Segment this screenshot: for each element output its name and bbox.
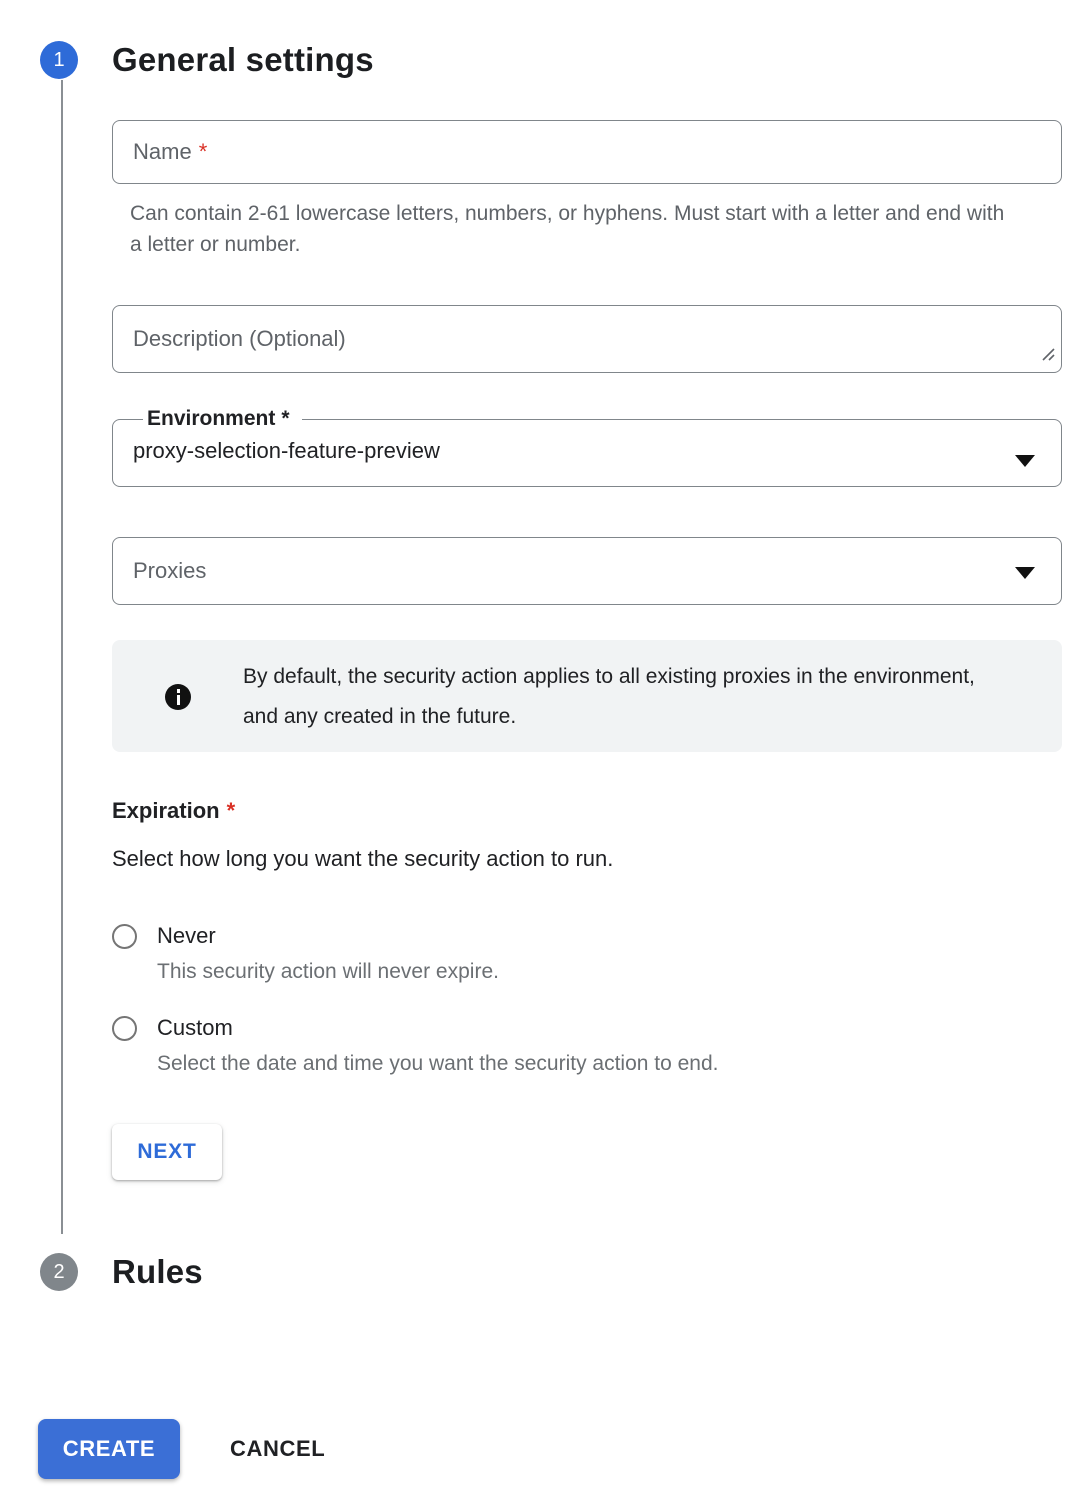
proxies-placeholder: Proxies (133, 558, 207, 583)
radio-never-description: This security action will never expire. (157, 960, 499, 983)
expiration-label: Expiration * (112, 798, 236, 823)
create-button[interactable]: CREATE (38, 1419, 180, 1479)
step-1-content (61, 80, 1084, 1234)
info-banner (112, 640, 1062, 752)
step-1-number: 1 (53, 48, 65, 71)
caret-down-icon (1015, 455, 1035, 467)
radio-custom-description: Select the date and time you want the security action to end. (157, 1052, 719, 1075)
expiration-option-custom (112, 1014, 1084, 1078)
info-banner-text: By default, the security action applies to all existing proxies in the environment, and any created in the future. (243, 665, 975, 728)
step-2-header (0, 1252, 1084, 1292)
expiration-description: Select how long you want the security action to run. (112, 846, 614, 871)
description-placeholder: Description (Optional) (133, 326, 346, 351)
resize-handle-icon[interactable] (1040, 346, 1056, 367)
step-1-indicator (40, 41, 78, 79)
expiration-radio-group (112, 922, 1084, 1078)
radio-custom-label[interactable]: Custom (157, 1015, 233, 1040)
environment-label: Environment * (147, 407, 290, 430)
radio-never-label[interactable]: Never (157, 923, 216, 948)
name-helper-text: Can contain 2-61 lowercase letters, numbers, or hyphens. Must start with a letter and end with a letter or number. (130, 202, 1005, 256)
proxies-select[interactable] (112, 537, 1062, 605)
radio-never[interactable] (112, 924, 137, 949)
name-input[interactable] (112, 120, 1062, 184)
description-input[interactable] (112, 305, 1062, 373)
step-2-title: Rules (112, 1253, 203, 1290)
radio-custom[interactable] (112, 1016, 137, 1041)
environment-required-asterisk: * (281, 407, 290, 430)
name-required-asterisk: * (198, 139, 208, 164)
step-1-title: General settings (112, 41, 374, 78)
info-icon (165, 684, 191, 710)
form-actions (0, 1419, 1084, 1479)
name-input-label: Name (133, 139, 192, 164)
caret-down-icon (1015, 567, 1035, 579)
expiration-required-asterisk: * (226, 798, 236, 823)
environment-select[interactable] (112, 407, 1062, 487)
step-1-header (0, 40, 1084, 80)
environment-selected-value: proxy-selection-feature-preview (133, 438, 440, 463)
step-2-number: 2 (53, 1260, 65, 1283)
expiration-option-never (112, 922, 1084, 986)
step-2-indicator (40, 1253, 78, 1291)
cancel-button[interactable]: CANCEL (230, 1436, 326, 1461)
next-button[interactable]: NEXT (112, 1124, 222, 1180)
